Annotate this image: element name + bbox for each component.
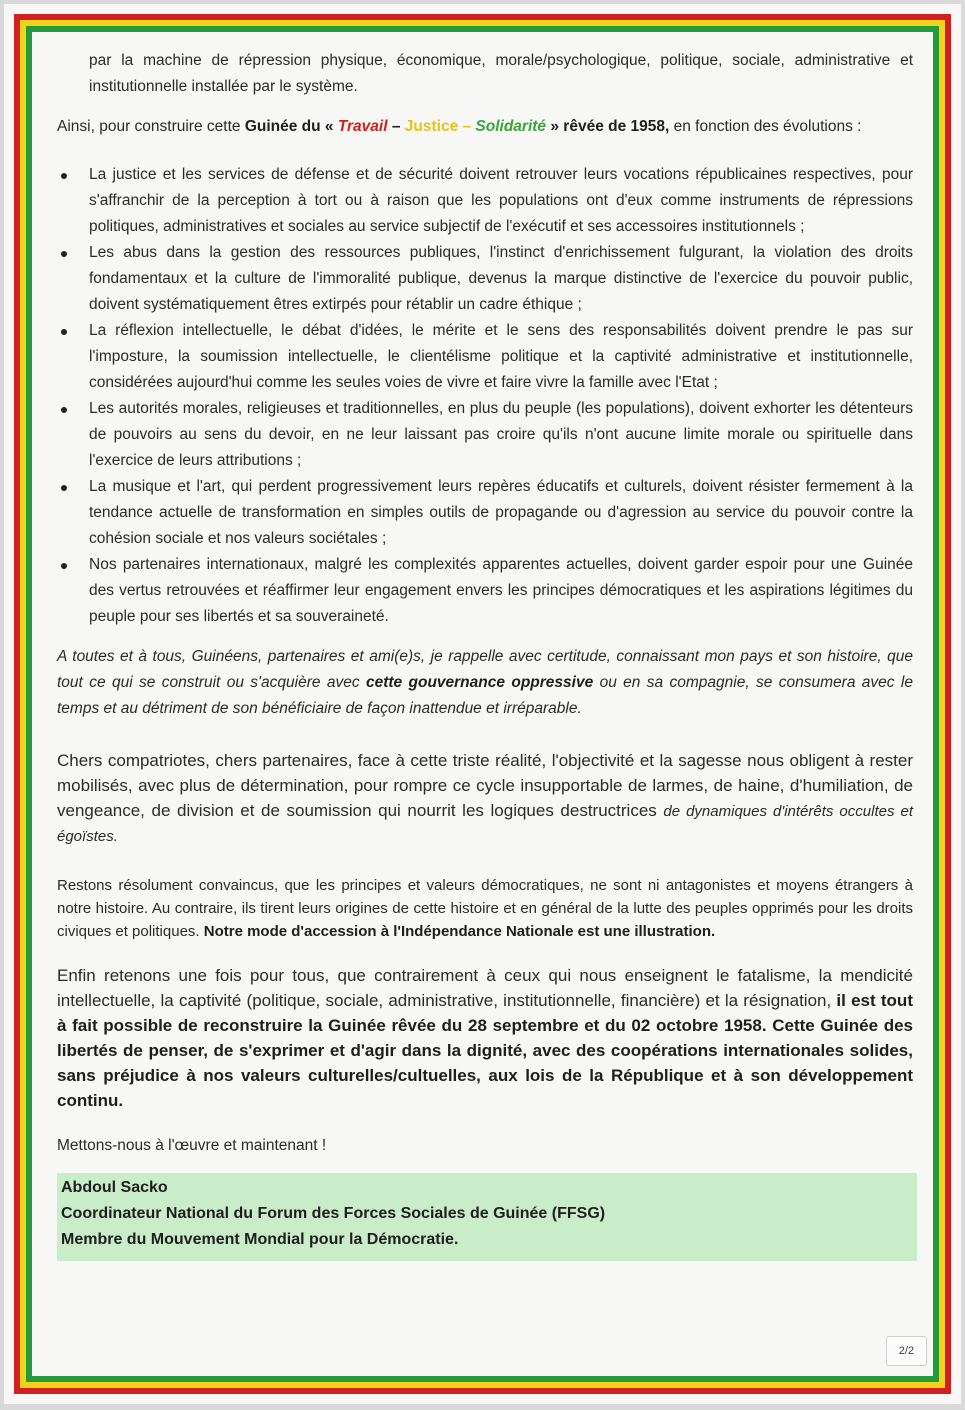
intro-paragraph: par la machine de répression physique, économique, morale/psychologique, politique, sociale, administrative et institutionnelle installée par le système.	[89, 52, 913, 95]
list-item: Les autorités morales, religieuses et traditionnelles, en plus du peuple (les populations), doivent exhorter les détenteurs de pouvoirs au sens du devoir, en ne leur laissant pas croire qu'ils n'ont aucune limite morale ou spirituelle dans l'exercice de leurs attributions ;	[57, 396, 913, 474]
motto-solidarite: Solidarité	[475, 118, 547, 135]
signature-affiliation: Membre du Mouvement Mondial pour la Démocratie.	[61, 1231, 459, 1248]
border-green-right	[933, 26, 939, 1382]
border-red-right	[945, 14, 951, 1394]
bullet-icon	[61, 485, 67, 491]
document-page	[4, 4, 961, 1404]
list-item: Les abus dans la gestion des ressources publiques, l'instinct d'enrichissement fulgurant, la violation des droits fondamentaux et la culture de l'immoralité publique, devenus la marque distinctive de l'exercice du pouvoir public, doivent systématiquement êtres extirpés pour rétablir un cadre éthique ;	[57, 240, 913, 318]
signature-block	[57, 1173, 917, 1261]
italic-paragraph: A toutes et à tous, Guinéens, partenaires et ami(e)s, je rappelle avec certitude, connaissant mon pays et son histoire, que tout ce qui se construit ou s'acquière avec cette gouvernance oppressive ou en sa compagnie, se consumera avec le temps et au détriment de son bénéficiaire de façon inattendue et irréparable.	[57, 648, 913, 717]
border-red-bottom	[14, 1388, 951, 1394]
border-green-left	[26, 26, 32, 1382]
list-item: La justice et les services de défense et de sécurité doivent retrouver leurs vocations républicaines respectives, pour s'affranchir de la perception à tort ou à raison que les populations ont d'eux comme instruments de répressions politiques, administratives et sociales au service subjectif de l'exécutif et ses accessoires institutionnels ;	[57, 162, 913, 240]
closing-line: Mettons-nous à l'œuvre et maintenant !	[57, 1137, 327, 1154]
page-number: 2/2	[886, 1336, 927, 1366]
enfin-paragraph: Enfin retenons une fois pour tous, que contrairement à ceux qui nous enseignent le fatalisme, la mendicité intellectuelle, la captivité (politique, sociale, administrative, institutionnelle, financière) et la résignation, il est tout à fait possible de reconstruire la Guinée rêvée du 28 septembre et du 02 octobre 1958. Cette Guinée des libertés de penser, de s'exprimer et d'agir dans la dignité, avec des coopérations internationales solides, sans préjudice à nos valeurs culturelles/cultuelles, aux lois de la République et à son développement continu.	[57, 966, 913, 1110]
bullet-list	[57, 162, 913, 630]
border-green-bottom	[26, 1376, 939, 1382]
motto-justice: Justice	[404, 118, 459, 135]
restons-paragraph: Restons résolument convaincus, que les principes et valeurs démocratiques, ne sont ni antagonistes et moyens étrangers à notre histoire. Au contraire, ils tirent leurs origines de cette histoire et en général de la lutte des peuples opprimés pour les droits civiques et politiques. Notre mode d'accession à l'Indépendance Nationale est une illustration.	[57, 877, 913, 940]
motto-travail: Travail	[337, 118, 388, 135]
border-yellow-bottom	[20, 1382, 945, 1388]
document-body	[57, 48, 913, 1261]
bullet-icon	[61, 563, 67, 569]
list-item: La musique et l'art, qui perdent progressivement leurs repères éducatifs et culturels, doivent résister fermement à la tendance actuelle de transformation en simples outils de propagande ou d'agression au service du pouvoir contre la cohésion sociale et nos valeurs sociétales ;	[57, 474, 913, 552]
bullet-icon	[61, 407, 67, 413]
border-green-top	[26, 26, 939, 32]
ainsi-paragraph: Ainsi, pour construire cette Guinée du « Travail – Justice – Solidarité » rêvée de 1958, en fonction des évolutions :	[57, 118, 862, 135]
bullet-icon	[61, 329, 67, 335]
signature-name: Abdoul Sacko	[61, 1179, 168, 1196]
signature-title: Coordinateur National du Forum des Forces Sociales de Guinée (FFSG)	[61, 1205, 606, 1222]
border-yellow-right	[939, 20, 945, 1388]
list-item: Nos partenaires internationaux, malgré les complexités apparentes actuelles, doivent garder espoir pour une Guinée des vertus retrouvées et réaffirmer leur engagement envers les principes démocratiques et les aspirations légitimes du peuple pour ses libertés et sa souveraineté.	[57, 552, 913, 630]
bullet-icon	[61, 251, 67, 257]
list-item: La réflexion intellectuelle, le débat d'idées, le mérite et le sens des responsabilités doivent prendre le pas sur l'imposture, la soumission intellectuelle, le clientélisme politique et la captivité administrative et institutionnelle, considérées aujourd'hui comme les seules voies de vivre et faire vivre la famille avec l'Etat ;	[57, 318, 913, 396]
chers-paragraph: Chers compatriotes, chers partenaires, face à cette triste réalité, l'objectivité et la sagesse nous obligent à rester mobilisés, avec plus de détermination, pour rompre ce cycle insupportable de larmes, de haine, d'humiliation, de vengeance, de division et de soumission qui nourrit les logiques destructrices de dynamiques d'intérêts occultes et égoïstes.	[57, 751, 913, 845]
bullet-icon	[61, 173, 67, 179]
